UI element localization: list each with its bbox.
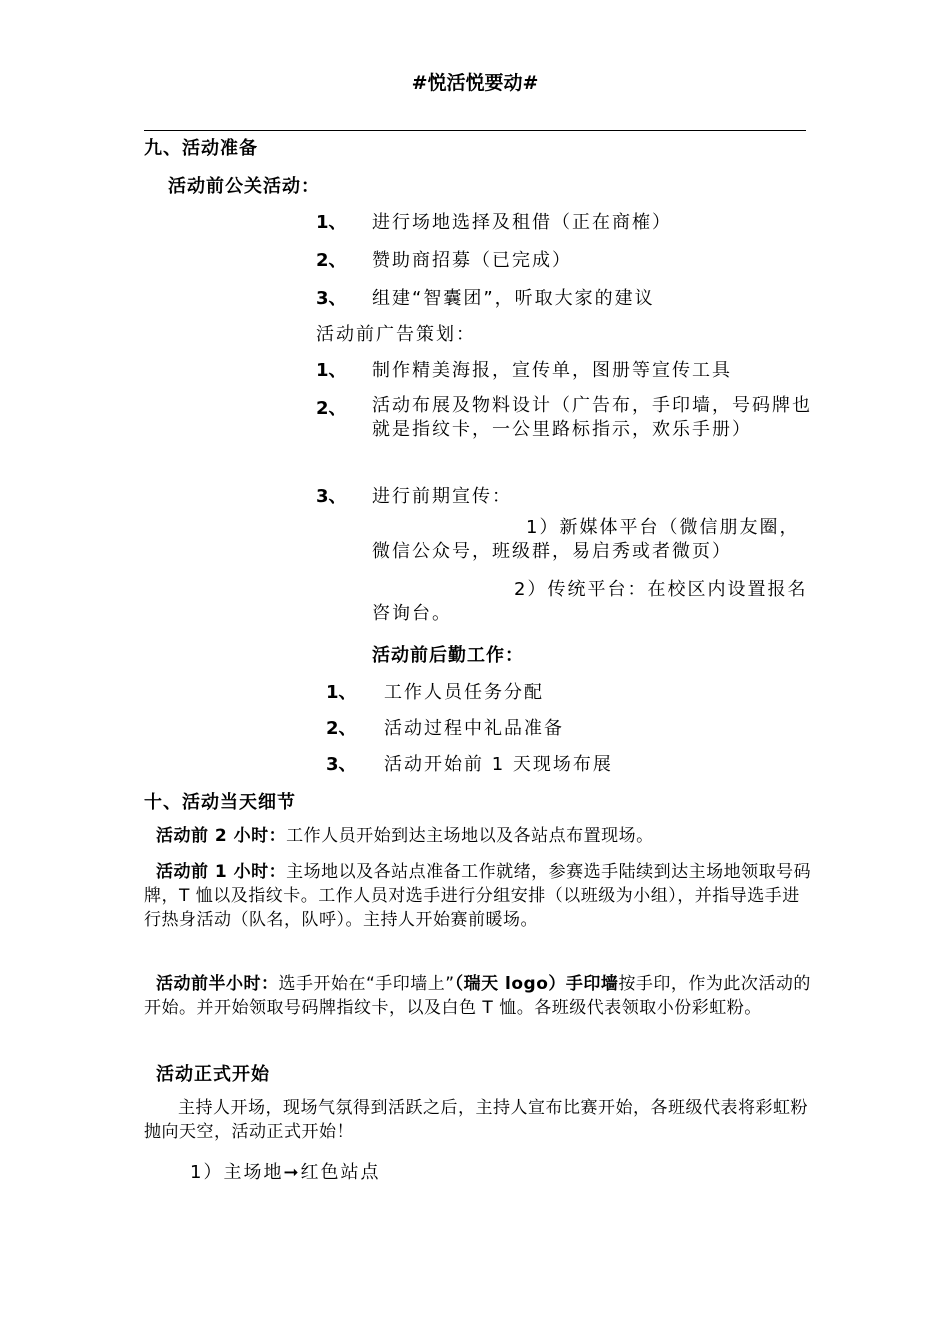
ads-item-2-num: 2、 bbox=[316, 398, 347, 419]
paragraph-2-hours-text: 工作人员开始到达主场地以及各站点布置现场。 bbox=[286, 826, 654, 846]
logistics-item-2-num: 2、 bbox=[326, 718, 357, 739]
paragraph-1-hour-text: 主场地以及各站点准备工作就绪，参赛选手陆续到达主场地领取号码牌，T 恤以及指纹卡。工作人员对选手进行分组安排（以班级为小组），并指导选手进行热身活动（队名，队呼）。主持人开始赛前暖场。 bbox=[144, 862, 812, 930]
paragraph-half-hour bbox=[144, 972, 814, 1020]
ads-item-1-text: 制作精美海报，宣传单，图册等宣传工具 bbox=[372, 360, 732, 381]
page-header: #悦活悦要动# bbox=[411, 72, 539, 94]
paragraph-2-hours bbox=[144, 824, 814, 848]
pr-item-1-num: 1、 bbox=[316, 212, 347, 233]
ads-heading: 活动前广告策划： bbox=[316, 324, 476, 345]
route-item-1: 1）主场地➞红色站点 bbox=[190, 1162, 381, 1183]
ads-item-2-text: 活动布展及物料设计（广告布，手印墙，号码牌也就是指纹卡，一公里路标指示，欢乐手册） bbox=[372, 395, 812, 440]
ads-item-3-text: 进行前期宣传： bbox=[372, 486, 512, 507]
ads-sub-1: 1）新媒体平台（微信朋友圈，微信公众号，班级群，易启秀或者微页） bbox=[372, 517, 800, 562]
pr-heading: 活动前公关活动： bbox=[168, 176, 320, 197]
logistics-item-2-text: 活动过程中礼品准备 bbox=[384, 718, 564, 739]
pr-item-2-num: 2、 bbox=[316, 250, 347, 271]
ads-sub-2: 2）传统平台：在校区内设置报名咨询台。 bbox=[372, 579, 808, 624]
pr-item-3-text: 组建“智囊团”，听取大家的建议 bbox=[372, 288, 655, 309]
logistics-item-3-num: 3、 bbox=[326, 754, 357, 775]
header-divider bbox=[144, 130, 806, 131]
paragraph-half-hour-text-a: 选手开始在“手印墙上” bbox=[278, 974, 455, 994]
paragraph-half-hour-bold: （瑞天 logo）手印墙 bbox=[454, 974, 619, 994]
pr-item-2-text: 赞助商招募（已完成） bbox=[372, 250, 572, 271]
paragraph-opening: 主持人开场，现场气氛得到活跃之后，主持人宣布比赛开始，各班级代表将彩虹粉抛向天空，活动正式开始！ bbox=[144, 1098, 808, 1142]
ads-item-1-num: 1、 bbox=[316, 360, 347, 381]
ads-item-3-num: 3、 bbox=[316, 486, 347, 507]
logistics-item-1-num: 1、 bbox=[326, 682, 357, 703]
section-10-title: 十、活动当天细节 bbox=[144, 792, 296, 813]
logistics-heading: 活动前后勤工作： bbox=[372, 645, 524, 666]
section-9-title: 九、活动准备 bbox=[144, 138, 258, 159]
official-start-heading: 活动正式开始 bbox=[156, 1064, 270, 1085]
pr-item-3-num: 3、 bbox=[316, 288, 347, 309]
logistics-item-1-text: 工作人员任务分配 bbox=[384, 682, 544, 703]
paragraph-1-hour-label: 活动前 1 小时： bbox=[156, 862, 287, 882]
pr-item-1-text: 进行场地选择及租借（正在商榷） bbox=[372, 212, 672, 233]
paragraph-2-hours-label: 活动前 2 小时： bbox=[156, 826, 287, 846]
logistics-item-3-text: 活动开始前 1 天现场布展 bbox=[384, 754, 613, 775]
paragraph-half-hour-label: 活动前半小时： bbox=[156, 974, 279, 994]
paragraph-1-hour bbox=[144, 860, 814, 932]
paragraph-half-hour-text-b: 按手印，作为此次活动的开始。并开始领取号码牌指纹卡，以及白色 T 恤。各班级代表领取小份彩虹粉。 bbox=[144, 974, 811, 1018]
